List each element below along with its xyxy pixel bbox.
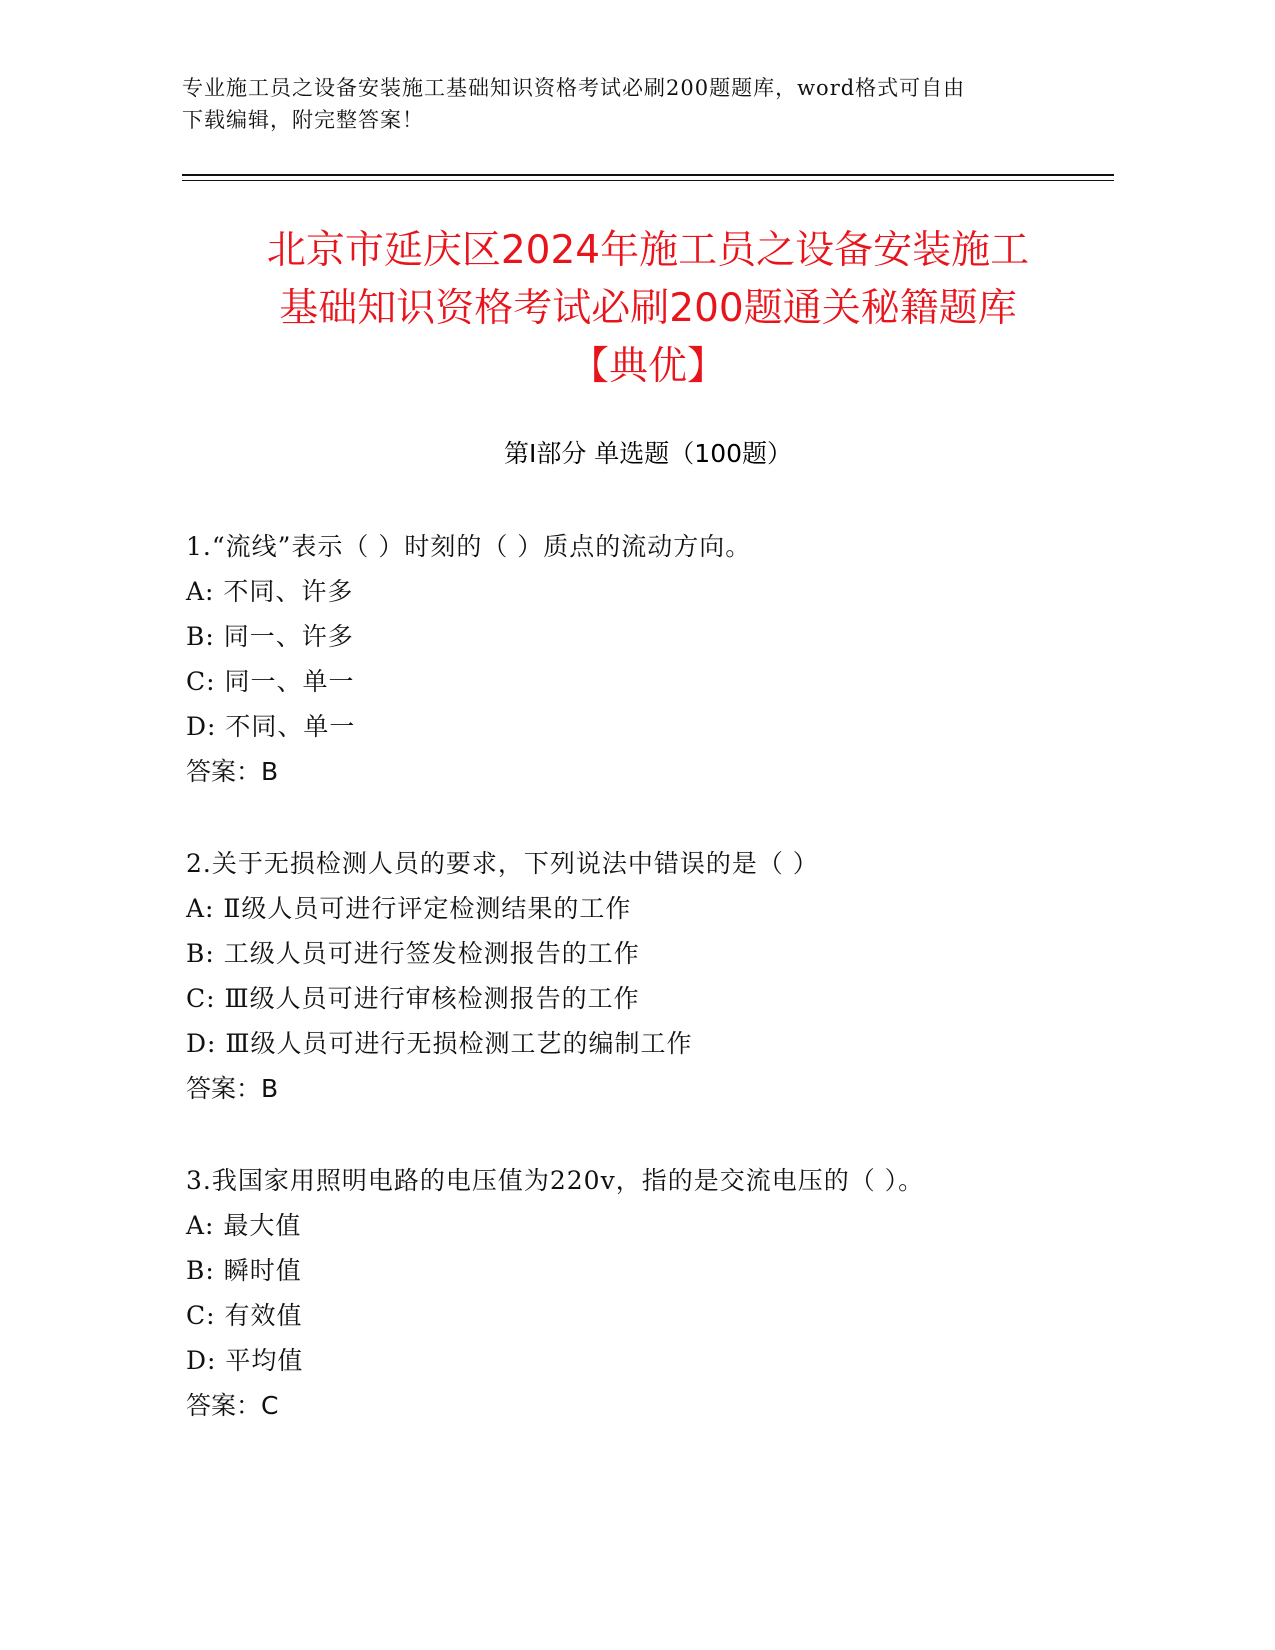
- option-c: C: 同一、单一: [186, 667, 355, 696]
- header-rule-thin: [182, 180, 1114, 181]
- option-b: B: 工级人员可进行签发检测报告的工作: [186, 939, 640, 968]
- option-a: A: 不同、许多: [186, 577, 354, 606]
- document-title-line-3: 【典优】: [569, 344, 726, 389]
- option-b: B: 瞬时值: [186, 1256, 302, 1285]
- document-title: [182, 222, 1114, 396]
- question-list: [186, 524, 1106, 1475]
- option-c: C: Ⅲ级人员可进行审核检测报告的工作: [186, 984, 640, 1013]
- option-d: D: 平均值: [186, 1346, 304, 1375]
- option-d: D: 不同、单一: [186, 712, 356, 741]
- document-title-line-1: 北京市延庆区2024年施工员之设备安装施工: [266, 228, 1030, 273]
- header-rule-thick: [182, 174, 1114, 176]
- answer: 答案：B: [186, 757, 279, 786]
- option-b: B: 同一、许多: [186, 622, 354, 651]
- option-a: A: 最大值: [186, 1211, 302, 1240]
- section-title: 第I部分 单选题（100题）: [503, 439, 793, 468]
- answer: 答案：C: [186, 1391, 279, 1420]
- option-a: A: Ⅱ级人员可进行评定检测结果的工作: [186, 894, 632, 923]
- question-1: [186, 524, 1106, 794]
- question-stem: 2.关于无损检测人员的要求，下列说法中错误的是（ ）: [186, 849, 819, 878]
- document-title-line-2: 基础知识资格考试必刷200题通关秘籍题库: [279, 286, 1017, 331]
- header-note-line-1: 专业施工员之设备安装施工基础知识资格考试必刷200题题库，word格式可自由: [182, 76, 966, 100]
- option-c: C: 有效值: [186, 1301, 303, 1330]
- answer: 答案：B: [186, 1074, 279, 1103]
- header-note: [182, 72, 1062, 136]
- question-2: [186, 841, 1106, 1111]
- question-stem: 1.“流线”表示（ ）时刻的（ ）质点的流动方向。: [186, 532, 752, 561]
- question-3: [186, 1158, 1106, 1428]
- header-note-line-2: 下载编辑，附完整答案！: [182, 108, 424, 132]
- option-d: D: Ⅲ级人员可进行无损检测工艺的编制工作: [186, 1029, 693, 1058]
- question-stem: 3.我国家用照明电路的电压值为220v，指的是交流电压的（ ）。: [186, 1166, 925, 1195]
